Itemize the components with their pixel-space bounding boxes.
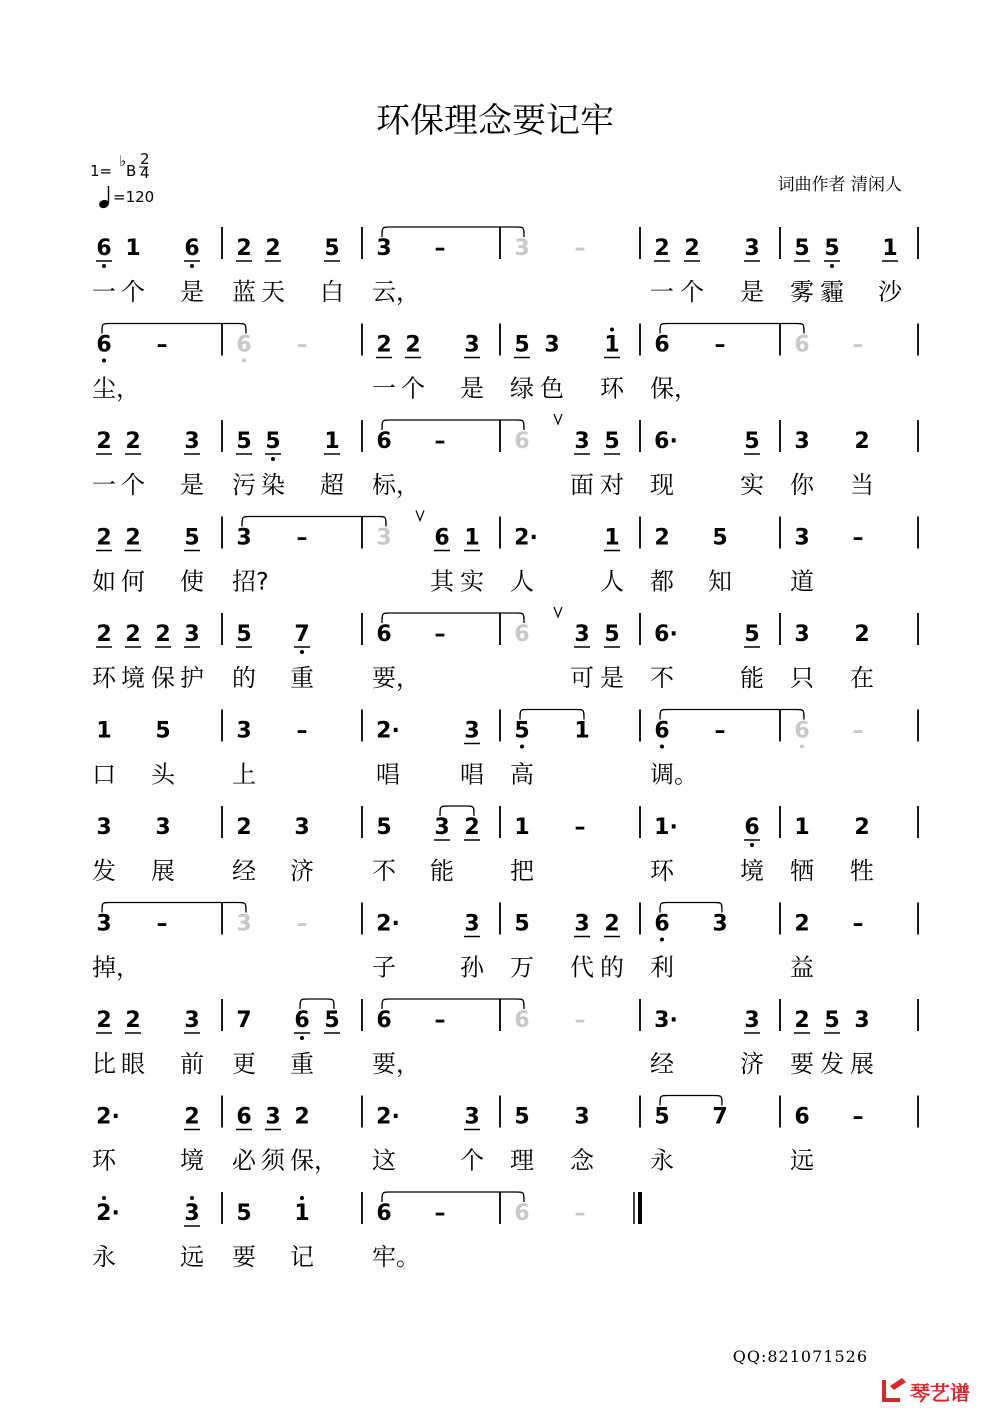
note: 3 xyxy=(236,718,252,744)
lyric: 展 xyxy=(151,857,175,885)
lyric: 利 xyxy=(650,953,674,982)
lyric: 染 xyxy=(261,471,285,499)
lyric: 的 xyxy=(232,664,256,692)
lyric: 实 xyxy=(460,567,484,596)
note: 2 xyxy=(96,622,112,647)
note: 2· xyxy=(514,525,538,551)
note: 2 xyxy=(96,429,112,454)
note: 6 xyxy=(794,332,810,358)
lyric: 其 xyxy=(430,567,454,596)
lyric: 济 xyxy=(290,857,314,885)
note: 1 xyxy=(514,815,530,840)
note: 2 xyxy=(654,236,670,261)
note: 6 xyxy=(654,718,670,744)
note: 3 xyxy=(574,1104,590,1130)
note: 6 xyxy=(96,332,112,358)
note: 2 xyxy=(155,622,171,647)
note: 1 xyxy=(604,332,620,358)
lyric: 这 xyxy=(372,1146,396,1175)
note: 3 xyxy=(744,236,760,261)
note: 6 xyxy=(794,718,810,744)
note: 3 xyxy=(794,429,810,454)
tempo-marking: =120 xyxy=(113,188,155,206)
lyric: 的 xyxy=(600,953,624,982)
dash-note: – xyxy=(296,332,308,358)
dash-note: – xyxy=(852,718,864,744)
lyric: 污 xyxy=(232,471,256,499)
lyric: 永 xyxy=(92,1243,116,1271)
note: 2 xyxy=(654,525,670,551)
lyric: 子 xyxy=(372,953,396,982)
lyric: 个 xyxy=(121,278,145,306)
lyric: 口 xyxy=(92,760,116,789)
note: 2· xyxy=(96,1201,120,1226)
note: 2 xyxy=(184,1104,200,1130)
lyric: 知 xyxy=(708,567,732,596)
dash-note: – xyxy=(434,236,446,261)
brand-name: 琴艺谱 xyxy=(910,1381,970,1405)
lyric: 经 xyxy=(650,1050,674,1078)
note: 5 xyxy=(604,429,620,454)
note: 6 xyxy=(794,1104,810,1130)
note: 3 xyxy=(514,236,530,261)
note: 5 xyxy=(654,1104,670,1130)
lyric: 牺 xyxy=(790,857,814,885)
lyric: 超 xyxy=(320,471,344,499)
lyric: 人 xyxy=(600,567,624,596)
lyric: 孙 xyxy=(460,953,484,982)
note: 5 xyxy=(236,1201,252,1226)
lyric: 个 xyxy=(401,374,425,403)
note: 3 xyxy=(184,1008,200,1033)
note: 6· xyxy=(654,429,678,454)
octave-dot xyxy=(800,745,804,749)
lyric: 益 xyxy=(790,953,814,982)
lyric: 展 xyxy=(850,1050,874,1078)
note: 3 xyxy=(184,429,200,454)
lyric: 使 xyxy=(180,567,204,596)
note: 1 xyxy=(96,718,112,744)
lyric: 蓝 xyxy=(232,278,256,306)
dash-note: – xyxy=(852,911,864,937)
octave-dot xyxy=(102,359,106,363)
note: 3 xyxy=(96,815,112,840)
lyric: 要 xyxy=(232,1243,256,1271)
note: 5 xyxy=(604,622,620,647)
lyric: 尘， xyxy=(92,374,140,403)
lyric: 当 xyxy=(850,471,874,499)
octave-dot xyxy=(610,328,614,332)
note: 2 xyxy=(294,1104,310,1130)
note: 5 xyxy=(744,622,760,647)
note: 2 xyxy=(604,911,620,937)
note: 3 xyxy=(96,911,112,937)
note: 6· xyxy=(654,622,678,647)
note: 6 xyxy=(514,1008,530,1033)
note: 1 xyxy=(794,815,810,840)
dash-note: – xyxy=(296,718,308,744)
lyric: 高 xyxy=(510,760,534,789)
lyric: 理 xyxy=(510,1146,534,1175)
lyric: 济 xyxy=(740,1050,764,1078)
dash-note: – xyxy=(852,525,864,551)
note: 1 xyxy=(464,525,480,551)
lyric: 是 xyxy=(180,278,204,306)
octave-dot xyxy=(242,359,246,363)
note: 3 xyxy=(294,815,310,840)
lyric: 保 xyxy=(151,664,175,692)
lyric: 可 xyxy=(570,664,594,692)
lyric: 远 xyxy=(180,1243,204,1271)
lyric: 现 xyxy=(650,471,674,499)
note: 5 xyxy=(236,429,252,454)
note: 5 xyxy=(794,236,810,261)
dash-note: – xyxy=(156,332,168,358)
note: 5 xyxy=(265,429,281,454)
note: 3 xyxy=(794,525,810,551)
note: 2 xyxy=(684,236,700,261)
note: 6 xyxy=(184,236,200,261)
lyric: 都 xyxy=(650,567,674,596)
lyric: 环 xyxy=(92,664,116,692)
note: 2 xyxy=(794,911,810,937)
lyric: 掉， xyxy=(92,953,140,982)
note: 3 xyxy=(712,911,728,937)
lyric: 雾 xyxy=(790,278,814,306)
lyric: 招? xyxy=(232,567,269,596)
note: 3 xyxy=(464,332,480,358)
lyric: 发 xyxy=(92,857,116,885)
lyric: 是 xyxy=(180,471,204,499)
note: 2 xyxy=(854,815,870,840)
lyric: 代 xyxy=(570,953,594,982)
note: 2 xyxy=(464,815,480,840)
octave-dot xyxy=(830,264,834,268)
lyric: 一 xyxy=(372,374,396,403)
note: 1 xyxy=(125,236,141,261)
octave-dot xyxy=(520,745,524,749)
octave-dot xyxy=(750,843,754,847)
dash-note: – xyxy=(434,429,446,454)
note: 3 xyxy=(376,236,392,261)
note: 6 xyxy=(236,332,252,358)
dash-note: – xyxy=(574,1008,586,1033)
note: 1 xyxy=(604,525,620,551)
octave-dot xyxy=(300,650,304,654)
lyric: 沙 xyxy=(878,278,902,306)
lyric: 白 xyxy=(320,278,344,306)
time-signature-bottom: 4 xyxy=(140,164,150,182)
lyric: 标， xyxy=(372,471,420,499)
note: 5 xyxy=(324,1008,340,1033)
note: 6 xyxy=(514,1201,530,1226)
note: 6 xyxy=(376,1008,392,1033)
note: 6 xyxy=(514,622,530,647)
note: 5 xyxy=(824,236,840,261)
lyric: 在 xyxy=(850,664,874,692)
octave-dot xyxy=(660,745,664,749)
qq-contact: QQ:821071526 xyxy=(732,1347,868,1366)
lyric: 眼 xyxy=(121,1050,145,1078)
note: 2 xyxy=(125,1008,141,1033)
lyric: 能 xyxy=(740,664,764,692)
note: 3 xyxy=(574,911,590,937)
dash-note: – xyxy=(296,911,308,937)
note: 2 xyxy=(265,236,281,261)
lyric: 护 xyxy=(180,664,204,692)
octave-dot xyxy=(271,457,275,461)
lyric: 一 xyxy=(650,278,674,306)
note: 5 xyxy=(514,718,530,744)
note: 1 xyxy=(294,1201,310,1226)
octave-dot xyxy=(190,264,194,268)
note: 2· xyxy=(376,718,400,744)
note: 2· xyxy=(376,1104,400,1130)
note: 2 xyxy=(236,815,252,840)
lyric: 个 xyxy=(460,1146,484,1175)
lyric: 境 xyxy=(121,664,145,692)
lyric: 道 xyxy=(790,567,814,596)
octave-dot xyxy=(190,1196,194,1200)
lyric: 境 xyxy=(740,857,764,885)
note: 2 xyxy=(236,236,252,261)
dash-note: – xyxy=(434,1201,446,1226)
note: 3· xyxy=(654,1008,678,1033)
dash-note: – xyxy=(434,622,446,647)
note: 3 xyxy=(236,911,252,937)
composer-credit: 词曲作者 清闲人 xyxy=(777,175,902,195)
note: 5 xyxy=(184,525,200,551)
lyric: 环 xyxy=(650,857,674,885)
lyric: 绿 xyxy=(510,374,534,403)
key-flat: ♭ xyxy=(119,152,127,170)
octave-dot xyxy=(300,1036,304,1040)
note: 3 xyxy=(794,622,810,647)
lyric: 万 xyxy=(510,953,534,982)
lyric: 保， xyxy=(650,374,698,403)
note: 3 xyxy=(464,718,480,744)
dash-note: – xyxy=(296,525,308,551)
note: 5 xyxy=(514,1104,530,1130)
dash-note: – xyxy=(574,236,586,261)
lyric: 不 xyxy=(650,664,674,692)
key-label: 1= xyxy=(90,162,113,180)
lyric: 前 xyxy=(180,1050,204,1078)
note: 5 xyxy=(155,718,171,744)
lyric: 霾 xyxy=(820,278,844,306)
lyric: 重 xyxy=(290,664,314,692)
lyric: 是 xyxy=(600,664,624,692)
note: 5 xyxy=(324,236,340,261)
lyric: 你 xyxy=(790,471,814,499)
lyric: 实 xyxy=(740,471,764,499)
note: 5 xyxy=(376,815,392,840)
note: 2 xyxy=(794,1008,810,1033)
note: 2 xyxy=(96,525,112,551)
note: 3 xyxy=(236,525,252,551)
lyric: 牲 xyxy=(850,857,874,885)
lyric: 记 xyxy=(290,1243,314,1271)
note: 7 xyxy=(294,622,310,647)
score-title: 环保理念要记牢 xyxy=(376,101,614,141)
note: 1· xyxy=(654,815,678,840)
dash-note: – xyxy=(714,718,726,744)
note: 3 xyxy=(464,911,480,937)
lyric: 远 xyxy=(790,1146,814,1175)
lyric: 经 xyxy=(232,857,256,885)
key-note: B xyxy=(126,162,137,180)
note: 3 xyxy=(544,332,560,358)
note: 7 xyxy=(712,1104,728,1130)
lyric: 环 xyxy=(92,1146,116,1175)
note: 3 xyxy=(464,1104,480,1130)
lyric: 一 xyxy=(92,471,116,499)
note: 5 xyxy=(744,429,760,454)
note: 6 xyxy=(514,429,530,454)
dash-note: – xyxy=(156,911,168,937)
note: 1 xyxy=(324,429,340,454)
time-signature-top: 2 xyxy=(140,150,150,168)
note: 7 xyxy=(236,1008,252,1033)
note: 5 xyxy=(712,525,728,551)
note: 5 xyxy=(824,1008,840,1033)
lyric: 必 xyxy=(232,1146,256,1175)
lyric: 永 xyxy=(650,1146,674,1175)
note: 6 xyxy=(96,236,112,261)
note: 3 xyxy=(854,1008,870,1033)
note: 6 xyxy=(654,911,670,937)
dash-note: – xyxy=(434,1008,446,1033)
note: 2 xyxy=(96,1008,112,1033)
lyric: 要， xyxy=(372,664,420,692)
lyric: 只 xyxy=(790,664,814,692)
lyric: 要 xyxy=(790,1050,814,1078)
dash-note: – xyxy=(574,815,586,840)
lyric: 是 xyxy=(740,278,764,306)
lyric: 是 xyxy=(460,374,484,403)
note: 5 xyxy=(236,622,252,647)
lyric: 一 xyxy=(92,278,116,306)
lyric: 念 xyxy=(570,1146,594,1175)
note: 3 xyxy=(376,525,392,551)
note: 6 xyxy=(654,332,670,358)
note: 3 xyxy=(184,622,200,647)
lyric: 如 xyxy=(92,567,116,596)
note: 2· xyxy=(96,1104,120,1130)
lyric: 境 xyxy=(180,1146,204,1175)
note: 6 xyxy=(434,525,450,551)
note: 3 xyxy=(265,1104,281,1130)
lyric: 何 xyxy=(121,567,145,596)
lyric: 环 xyxy=(600,374,624,403)
note: 3 xyxy=(434,815,450,840)
lyric: 唱 xyxy=(376,760,400,789)
lyric: 上 xyxy=(232,760,256,789)
lyric: 不 xyxy=(372,857,396,885)
note: 6 xyxy=(236,1104,252,1130)
note: 3 xyxy=(574,429,590,454)
dash-note: – xyxy=(714,332,726,358)
lyric: 保， xyxy=(290,1146,338,1175)
lyric: 调。 xyxy=(650,760,698,789)
note: 2 xyxy=(854,429,870,454)
note: 5 xyxy=(514,911,530,937)
lyric: 个 xyxy=(121,471,145,499)
lyric: 对 xyxy=(600,471,624,499)
note: 1 xyxy=(882,236,898,261)
octave-dot xyxy=(660,938,664,942)
dash-note: – xyxy=(852,1104,864,1130)
note: 6 xyxy=(376,622,392,647)
octave-dot xyxy=(102,264,106,268)
lyric: 把 xyxy=(510,857,534,885)
lyric: 个 xyxy=(680,278,704,306)
note: 6 xyxy=(294,1008,310,1033)
note: 1 xyxy=(574,718,590,744)
lyric: 头 xyxy=(151,760,175,789)
note: 2 xyxy=(125,525,141,551)
note: 2 xyxy=(125,622,141,647)
dash-note: – xyxy=(852,332,864,358)
note: 2 xyxy=(125,429,141,454)
note: 3 xyxy=(155,815,171,840)
note: 2· xyxy=(376,911,400,937)
note: 6 xyxy=(376,429,392,454)
note: 2 xyxy=(854,622,870,647)
lyric: 须 xyxy=(261,1146,285,1175)
lyric: 色 xyxy=(540,374,564,403)
note: 2 xyxy=(376,332,392,358)
lyric: 面 xyxy=(570,471,594,499)
dash-note: – xyxy=(574,1201,586,1226)
note: 5 xyxy=(514,332,530,358)
lyric: 比 xyxy=(92,1050,116,1078)
note: 6 xyxy=(744,815,760,840)
lyric: 天 xyxy=(261,278,285,306)
lyric: 更 xyxy=(232,1050,256,1078)
lyric: 要， xyxy=(372,1050,420,1078)
lyric: 云， xyxy=(372,278,420,306)
lyric: 唱 xyxy=(460,760,484,789)
note: 6 xyxy=(376,1201,392,1226)
lyric: 人 xyxy=(510,567,534,596)
lyric: 发 xyxy=(820,1050,844,1078)
octave-dot xyxy=(102,1196,106,1200)
note: 3 xyxy=(184,1201,200,1226)
lyric: 重 xyxy=(290,1050,314,1078)
octave-dot xyxy=(300,1196,304,1200)
lyric: 能 xyxy=(430,857,454,885)
note: 3 xyxy=(744,1008,760,1033)
note: 2 xyxy=(405,332,421,358)
lyric: 牢。 xyxy=(372,1243,420,1271)
note: 3 xyxy=(574,622,590,647)
